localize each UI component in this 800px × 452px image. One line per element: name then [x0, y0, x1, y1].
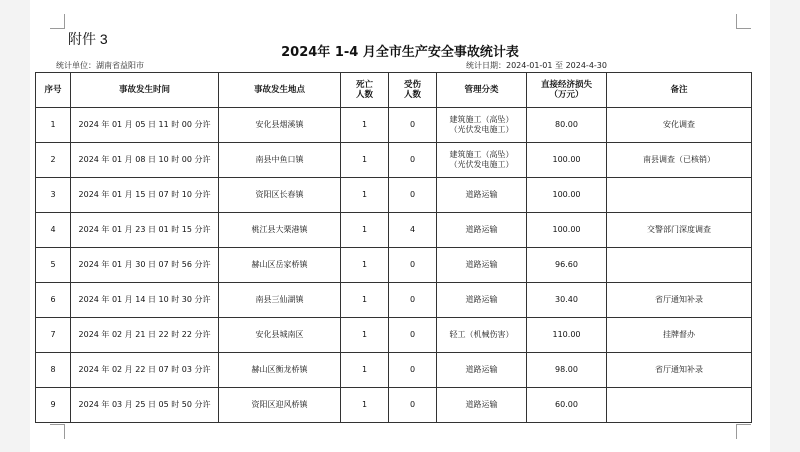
cell-deaths: 1	[341, 318, 389, 353]
attachment-label: 附件 3	[68, 31, 108, 47]
cell-category: 道路运输	[437, 388, 527, 423]
cell-injured: 0	[389, 143, 437, 178]
cell-loss: 60.00	[527, 388, 607, 423]
cell-remark	[607, 178, 752, 213]
crop-mark-bottom-left	[50, 424, 65, 439]
cell-seq: 6	[36, 283, 71, 318]
cell-category: 道路运输	[437, 178, 527, 213]
cell-deaths: 1	[341, 178, 389, 213]
crop-mark-top-left	[50, 14, 65, 29]
cell-place: 赫山区岳家桥镇	[219, 248, 341, 283]
cell-injured: 0	[389, 318, 437, 353]
table-row	[36, 283, 752, 318]
header-injured	[389, 73, 437, 108]
table-row	[36, 248, 752, 283]
cell-place: 安化县烟溪镇	[219, 108, 341, 143]
accident-statistics-table	[35, 72, 752, 423]
cell-time: 2024 年 01 月 05 日 11 时 00 分许	[71, 108, 219, 143]
cell-loss: 30.40	[527, 283, 607, 318]
crop-mark-top-right	[736, 14, 751, 29]
header-place: 事故发生地点	[219, 73, 341, 108]
cell-category: 轻工（机械伤害）	[437, 318, 527, 353]
cell-injured: 0	[389, 248, 437, 283]
table-row	[36, 178, 752, 213]
cell-loss: 100.00	[527, 213, 607, 248]
header-deaths	[341, 73, 389, 108]
header-category: 管理分类	[437, 73, 527, 108]
table-row	[36, 143, 752, 178]
cell-loss: 98.00	[527, 353, 607, 388]
cell-place: 安化县城南区	[219, 318, 341, 353]
header-loss-text: 直接经济损失（万元）	[540, 80, 592, 100]
cell-remark: 安化调查	[607, 108, 752, 143]
cell-deaths: 1	[341, 283, 389, 318]
table-row	[36, 318, 752, 353]
cell-category: 道路运输	[437, 248, 527, 283]
cell-deaths: 1	[341, 108, 389, 143]
cell-deaths: 1	[341, 388, 389, 423]
cell-place: 赫山区衡龙桥镇	[219, 353, 341, 388]
crop-mark-bottom-right	[736, 424, 751, 439]
cell-seq: 1	[36, 108, 71, 143]
cell-injured: 0	[389, 108, 437, 143]
cell-place: 南县中鱼口镇	[219, 143, 341, 178]
cell-remark: 省厅通知补录	[607, 283, 752, 318]
table-row	[36, 213, 752, 248]
document-title: 2024年 1-4 月全市生产安全事故统计表	[281, 45, 519, 60]
cell-place: 桃江县大栗港镇	[219, 213, 341, 248]
cell-deaths: 1	[341, 248, 389, 283]
cell-deaths: 1	[341, 353, 389, 388]
table-header-row	[36, 73, 752, 108]
header-injured-text: 受伤人数	[403, 80, 421, 100]
cell-category	[437, 143, 527, 178]
cell-time: 2024 年 02 月 21 日 22 时 22 分许	[71, 318, 219, 353]
statistics-unit: 统计单位：湖南省益阳市	[56, 61, 144, 70]
cell-loss: 96.60	[527, 248, 607, 283]
cell-deaths: 1	[341, 213, 389, 248]
header-remark: 备注	[607, 73, 752, 108]
table-row	[36, 108, 752, 143]
cell-time: 2024 年 01 月 23 日 01 时 15 分许	[71, 213, 219, 248]
cell-injured: 0	[389, 388, 437, 423]
header-loss	[527, 73, 607, 108]
header-time: 事故发生时间	[71, 73, 219, 108]
cell-time: 2024 年 01 月 30 日 07 时 56 分许	[71, 248, 219, 283]
cell-seq: 8	[36, 353, 71, 388]
statistics-date: 统计日期：2024-01-01 至 2024-4-30	[466, 61, 607, 70]
cell-category-text: 建筑施工（高坠）（光伏发电施工）	[449, 150, 514, 169]
cell-injured: 0	[389, 178, 437, 213]
table-row	[36, 353, 752, 388]
cell-remark: 省厅通知补录	[607, 353, 752, 388]
cell-loss: 110.00	[527, 318, 607, 353]
cell-category-text: 建筑施工（高坠）（光伏发电施工）	[449, 115, 514, 134]
cell-injured: 0	[389, 283, 437, 318]
cell-loss: 100.00	[527, 143, 607, 178]
cell-injured: 0	[389, 353, 437, 388]
cell-seq: 5	[36, 248, 71, 283]
cell-injured: 4	[389, 213, 437, 248]
cell-time: 2024 年 02 月 22 日 07 时 03 分许	[71, 353, 219, 388]
cell-place: 南县三仙湖镇	[219, 283, 341, 318]
cell-seq: 9	[36, 388, 71, 423]
cell-time: 2024 年 03 月 25 日 05 时 50 分许	[71, 388, 219, 423]
cell-loss: 80.00	[527, 108, 607, 143]
cell-category	[437, 108, 527, 143]
cell-seq: 2	[36, 143, 71, 178]
cell-time: 2024 年 01 月 15 日 07 时 10 分许	[71, 178, 219, 213]
cell-remark: 挂牌督办	[607, 318, 752, 353]
cell-place: 资阳区迎风桥镇	[219, 388, 341, 423]
table-row	[36, 388, 752, 423]
cell-seq: 4	[36, 213, 71, 248]
header-deaths-text: 死亡人数	[355, 80, 373, 100]
cell-time: 2024 年 01 月 08 日 10 时 00 分许	[71, 143, 219, 178]
header-seq: 序号	[36, 73, 71, 108]
cell-remark: 交警部门深度调查	[607, 213, 752, 248]
cell-remark	[607, 248, 752, 283]
cell-remark	[607, 388, 752, 423]
cell-category: 道路运输	[437, 213, 527, 248]
cell-category: 道路运输	[437, 283, 527, 318]
cell-time: 2024 年 01 月 14 日 10 时 30 分许	[71, 283, 219, 318]
cell-place: 资阳区长春镇	[219, 178, 341, 213]
cell-deaths: 1	[341, 143, 389, 178]
cell-category: 道路运输	[437, 353, 527, 388]
cell-seq: 7	[36, 318, 71, 353]
cell-seq: 3	[36, 178, 71, 213]
cell-remark: 南县调查（已核销）	[607, 143, 752, 178]
cell-loss: 100.00	[527, 178, 607, 213]
